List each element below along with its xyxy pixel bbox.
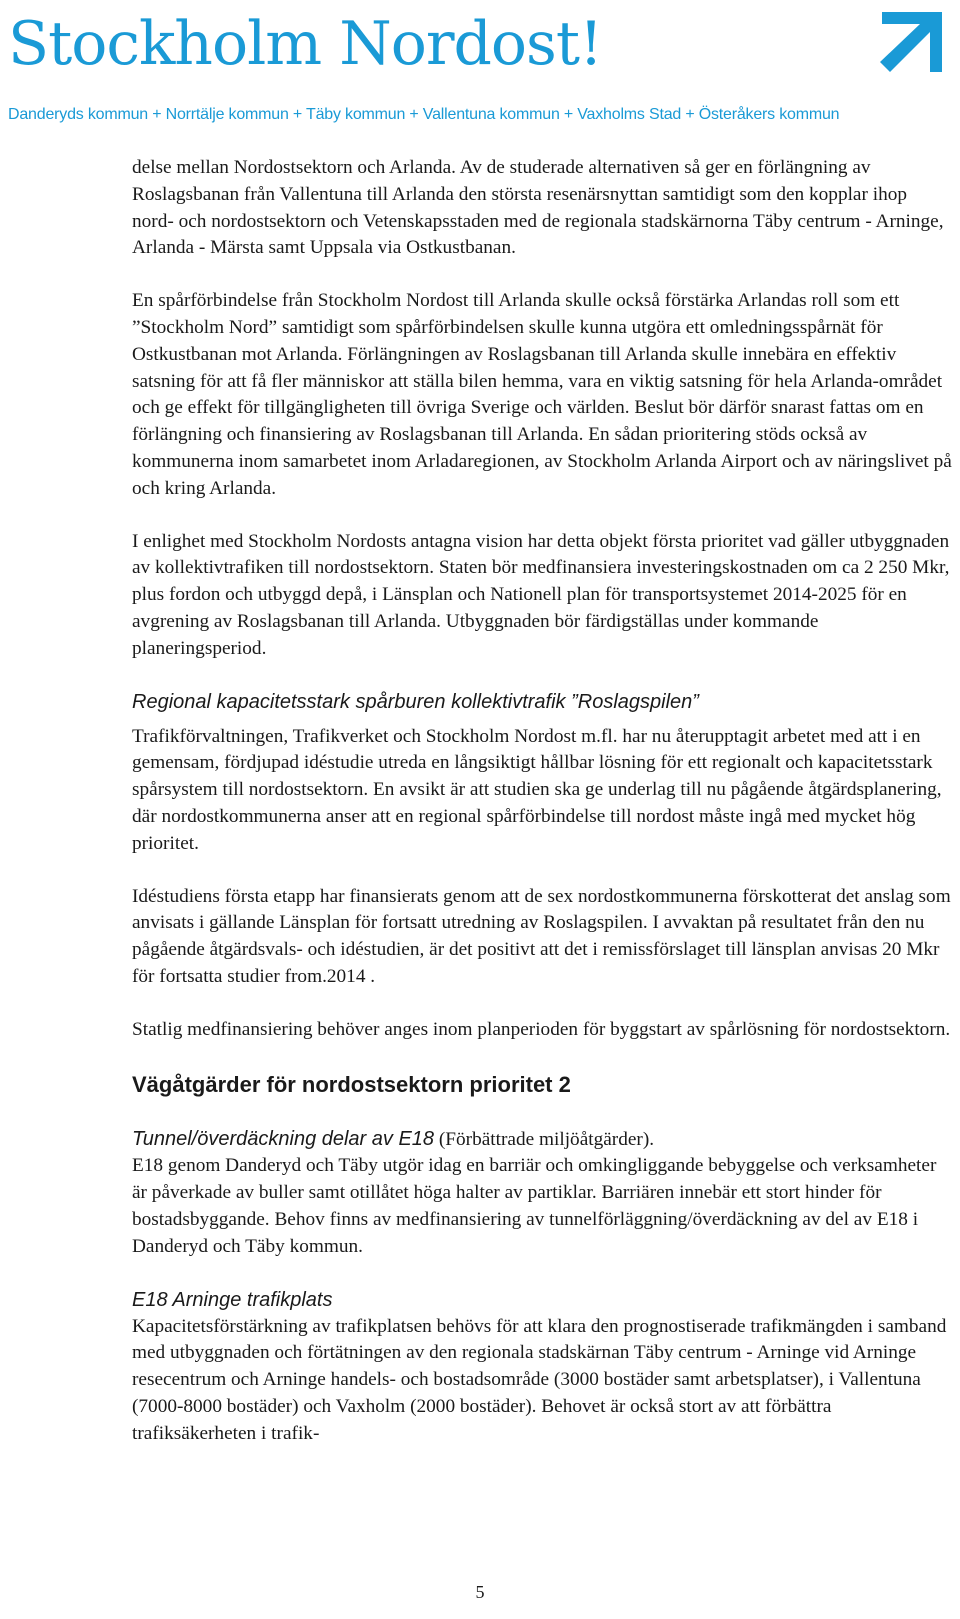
municipalities-line: Danderyds kommun + Norrtälje kommun + Täby kommun + Vallentuna kommun + Vaxholms Stad + Österåkers kommun <box>8 106 840 123</box>
subheading-e18-tunnel-suffix: (Förbättrade miljöåtgärder). <box>434 1128 655 1150</box>
paragraph: Kapacitetsförstärkning av trafikplatsen behövs för att klara den prognostiserade trafikmängden i samband med utbyggnaden och förtätningen av den regionala stadskärnan Täby centrum - Arninge vid Arninge resecentrum och Arninge handels- och bostadsområde (3000 bostäder samt arbetsplatser), i Vallentuna (7000-8000 bostäder) och Vaxholm (2000 bostäder). Behovet är också stort av att förbättra trafiksäkerheten i trafik- <box>132 1315 947 1444</box>
paragraph: E18 genom Danderyd och Täby utgör idag en barriär och omkingliggande bebyggelse och verksamheter är påverkade av buller samt otillåtet höga halter av partiklar. Barriären innebär ett stort hinder för bostadsbyggande. Behov finns av medfinansiering av tunnelförläggning/överdäckning av del av E18 i Danderyd och Täby kommun. <box>132 1155 937 1257</box>
subheading-e18-arninge: E18 Arninge trafikplats <box>132 1288 333 1311</box>
document-body <box>132 155 952 1447</box>
paragraph: Trafikförvaltningen, Trafikverket och Stockholm Nordost m.fl. har nu återupptagit arbetet med att i en gemensam, fördjupad idéstudie utreda en långsiktigt hållbar lösning för ett regionalt och kapacitetsstark spårsystem till nordostsektorn. En avsikt är att studien ska ge underlag till nu pågående åtgärdsplanering, där nordostkommunerna anser att en regional spårförbindelse till nordost måste ingå med mycket hög prioritet. <box>132 725 942 854</box>
page-header <box>0 0 960 135</box>
subheading-roslagspilen: Regional kapacitetsstark spårburen kollektivtrafik ”Roslagspilen” <box>132 690 699 713</box>
arrow-up-right-icon <box>872 8 944 80</box>
paragraph: I enlighet med Stockholm Nordosts antagna vision har detta objekt första prioritet vad gäller utbyggnaden av kollektivtrafiken till nordostsektorn. Staten bör medfinansiera investeringskostnaden om ca 2 250 Mkr, plus fordon och utbyggd depå, i Länsplan och Nationell plan för transportsystemet 2014-2025 för en avgrening av Roslagsbanan till Arlanda. Utbyggnaden bör färdigställas under kommande planeringsperiod. <box>132 530 950 659</box>
paragraph: Statlig medfinansiering behöver anges inom planperioden för byggstart av spårlösning för nordostsektorn. <box>132 1018 951 1040</box>
paragraph: En spårförbindelse från Stockholm Nordost till Arlanda skulle också förstärka Arlandas roll som ett ”Stockholm Nord” samtidigt som spårförbindelsen skulle kunna utgöra ett omledningsspårnät för Ostkustbanan mot Arlanda. Förlängningen av Roslagsbanan till Arlanda skulle innebära en effektiv satsning för att få fler människor att ställa bilen hemma, vara en viktig satsning för hela Arlanda-området och ge effekt för tillgängligheten till övriga Sverige och världen. Beslut bör därför snarast fattas om en förlängning och finansiering av Roslagsbanan till Arlanda. En sådan prioritering stöds också av kommunerna inom samarbetet inom Arladaregionen, av Stockholm Arlanda Airport och av näringslivet på och kring Arlanda. <box>132 290 952 499</box>
paragraph: Idéstudiens första etapp har finansierats genom att de sex nordostkommunerna förskotterat det anslag som anvisats i gällande Länsplan för fortsatt utredning av Roslagspilen. I avvaktan på resultatet från den nu pågående åtgärdsvals- och idéstudien, är det positivt att det i remissförslaget till länsplan anvisas 20 Mkr för fortsatta studier from.2014 . <box>132 885 951 987</box>
section-heading-priority-2: Vägåtgärder för nordostsektorn prioritet 2 <box>132 1071 571 1097</box>
page-number: 5 <box>475 1582 485 1602</box>
paragraph: delse mellan Nordostsektorn och Arlanda. Av de studerade alternativen så ger en förlängning av Roslagsbanan från Vallentuna till Arlanda den största resenärsnyttan samtidigt som den kopplar ihop nord- och nordostsektorn och Vetenskapsstaden med de regionala stadskärnorna Täby centrum - Arninge, Arlanda - Märsta samt Uppsala via Ostkustbanan. <box>132 157 944 259</box>
subheading-e18-tunnel-row <box>132 1126 952 1154</box>
subheading-e18-tunnel: Tunnel/överdäckning delar av E18 <box>132 1127 435 1150</box>
brand-title: Stockholm Nordost! <box>8 9 603 79</box>
